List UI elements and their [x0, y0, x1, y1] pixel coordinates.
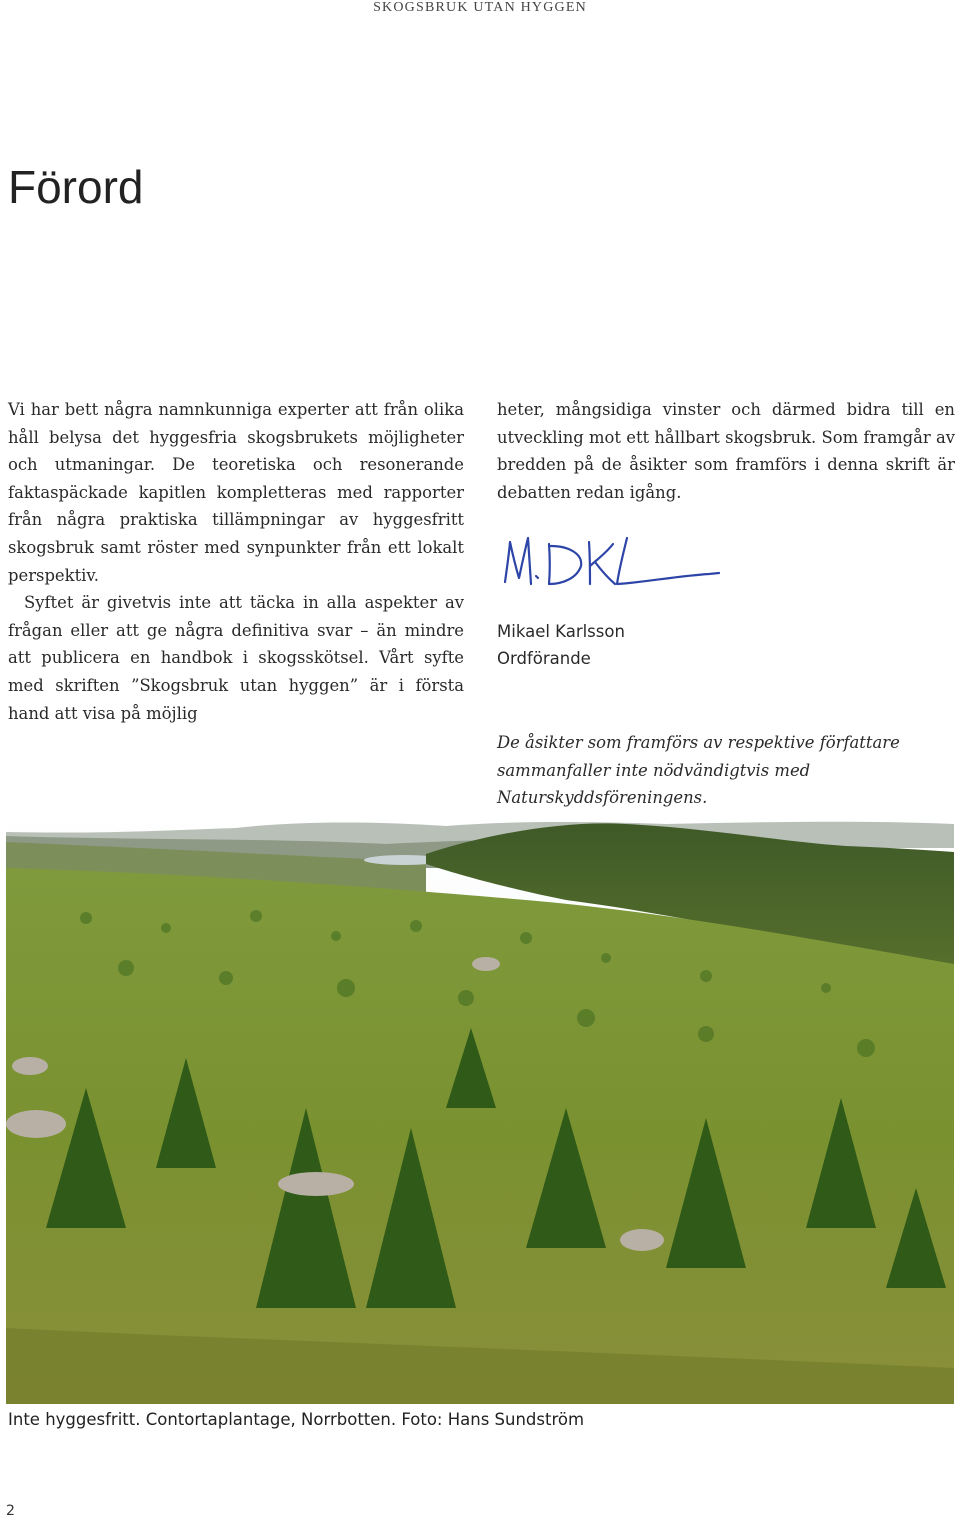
landscape-photo [6, 808, 954, 1404]
body-paragraph: heter, mångsidiga vinster och därmed bidra till en utveckling mot ett hållbart skogsbruk. Som framgår av bredden på de åsikter som framförs i denna skrift är debatten redan igång. [497, 400, 955, 502]
signatory-name: Mikael Karlsson [497, 622, 625, 641]
page-number: 2 [6, 1503, 15, 1519]
handwritten-signature [497, 528, 725, 598]
body-paragraph: Syftet är givetvis inte att täcka in alla aspekter av frågan eller att ge några definitiva svar – än mindre att publicera en handbok i skogsskötsel. Vårt syfte med skriften ”Skogsbruk utan hyggen” är i första hand att visa på möjlig [8, 593, 464, 723]
disclaimer-note: De åsikter som framförs av respektive författare sammanfaller inte nödvändigtvis med Naturskyddsföreningens. [497, 733, 900, 808]
page-title: Förord [8, 161, 144, 213]
body-paragraph: Vi har bett några namnkunniga experter att från olika håll belysa det hyggesfria skogsbrukets möjligheter och utmaningar. De teoretiska och resonerande faktaspäckade kapitlen kompletteras med rapporter från några praktiska tillämpningar av hyggesfritt skogsbruk samt röster med synpunkter från ett lokalt perspektiv. [8, 400, 464, 585]
running-header: SKOGSBRUK UTAN HYGGEN [373, 0, 587, 15]
body-column-left [8, 396, 464, 727]
body-column-right [497, 396, 955, 506]
signatory-title: Ordförande [497, 649, 591, 668]
photo-caption: Inte hyggesfritt. Contortaplantage, Norrbotten. Foto: Hans Sundström [8, 1410, 585, 1429]
